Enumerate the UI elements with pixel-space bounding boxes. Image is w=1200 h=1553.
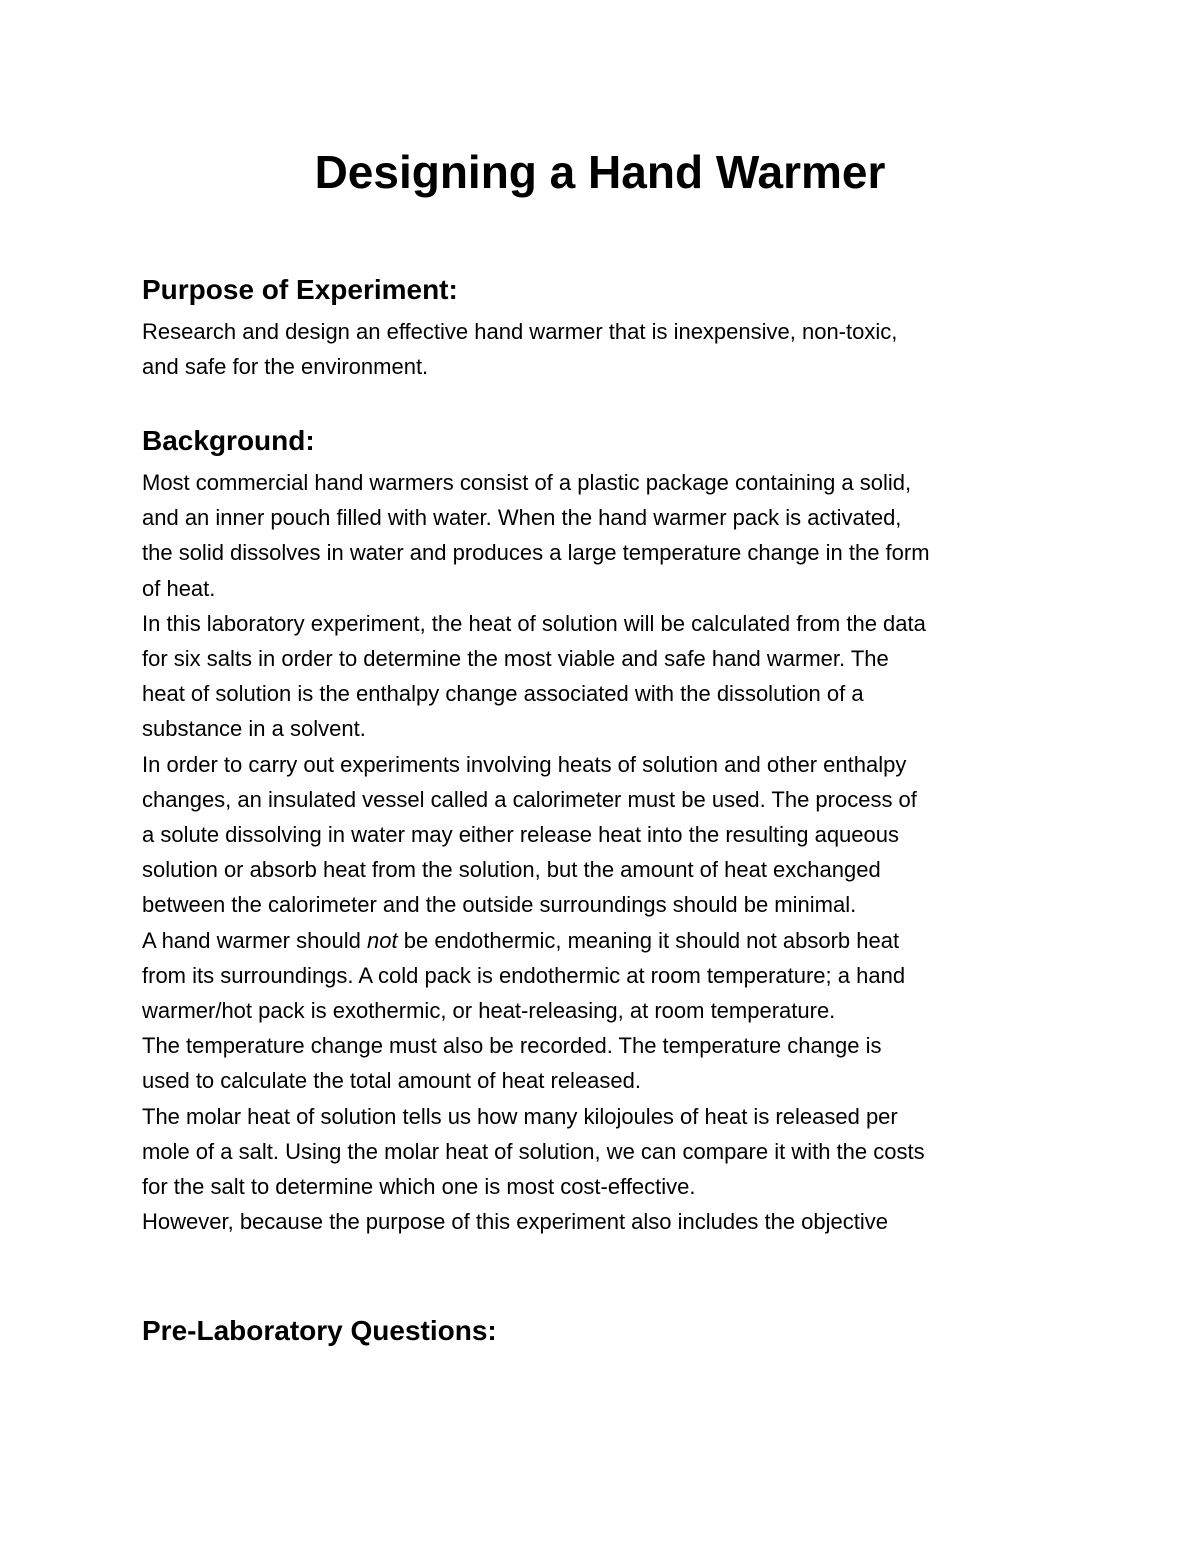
text-line: used to calculate the total amount of heat released. xyxy=(142,1068,641,1094)
text-line: In order to carry out experiments involving heats of solution and other enthalpy xyxy=(142,751,907,777)
text-line: of heat. xyxy=(142,575,216,601)
text-segment: be endothermic, meaning it should not absorb heat xyxy=(397,927,900,953)
text-segment: A hand warmer should xyxy=(142,927,368,953)
text-line: for six salts in order to determine the most viable and safe hand warmer. The xyxy=(142,646,889,672)
text-line: changes, an insulated vessel called a calorimeter must be used. The process of xyxy=(142,786,917,812)
text-line: solution or absorb heat from the solution, but the amount of heat exchanged xyxy=(142,857,881,883)
prelab-heading: Pre-Laboratory Questions: xyxy=(142,1315,497,1346)
text-line: warmer/hot pack is exothermic, or heat-releasing, at room temperature. xyxy=(142,998,836,1024)
purpose-heading: Purpose of Experiment: xyxy=(142,274,458,305)
text-line: Most commercial hand warmers consist of a plastic package containing a solid, xyxy=(142,470,912,495)
text-line: Research and design an effective hand warmer that is inexpensive, non-toxic, xyxy=(142,319,898,344)
purpose-paragraph xyxy=(142,314,1072,384)
background-heading: Background: xyxy=(142,425,315,456)
text-line: The molar heat of solution tells us how many kilojoules of heat is released per xyxy=(142,1103,898,1129)
emphasis-text: not xyxy=(367,927,398,953)
text-line: The temperature change must also be recorded. The temperature change is xyxy=(142,1033,882,1059)
text-line: from its surroundings. A cold pack is endothermic at room temperature; a hand xyxy=(142,962,906,988)
page-title: Designing a Hand Warmer xyxy=(314,146,886,198)
text-line: In this laboratory experiment, the heat of solution will be calculated from the data xyxy=(142,610,926,636)
text-line: a solute dissolving in water may either release heat into the resulting aqueous xyxy=(142,822,900,848)
text-line: and an inner pouch filled with water. When the hand warmer pack is activated, xyxy=(142,505,902,531)
background-paragraph xyxy=(142,465,1072,1239)
text-line: heat of solution is the enthalpy change associated with the dissolution of a xyxy=(142,681,864,707)
text-line: for the salt to determine which one is most cost-effective. xyxy=(142,1174,696,1200)
text-line: However, because the purpose of this experiment also includes the objective xyxy=(142,1209,888,1235)
text-line-with-emphasis xyxy=(142,923,1072,958)
text-line: substance in a solvent. xyxy=(142,716,366,742)
text-line: between the calorimeter and the outside surroundings should be minimal. xyxy=(142,892,857,918)
text-line: and safe for the environment. xyxy=(142,354,429,380)
text-line: the solid dissolves in water and produces a large temperature change in the form xyxy=(142,540,930,566)
text-line: mole of a salt. Using the molar heat of solution, we can compare it with the costs xyxy=(142,1138,925,1164)
